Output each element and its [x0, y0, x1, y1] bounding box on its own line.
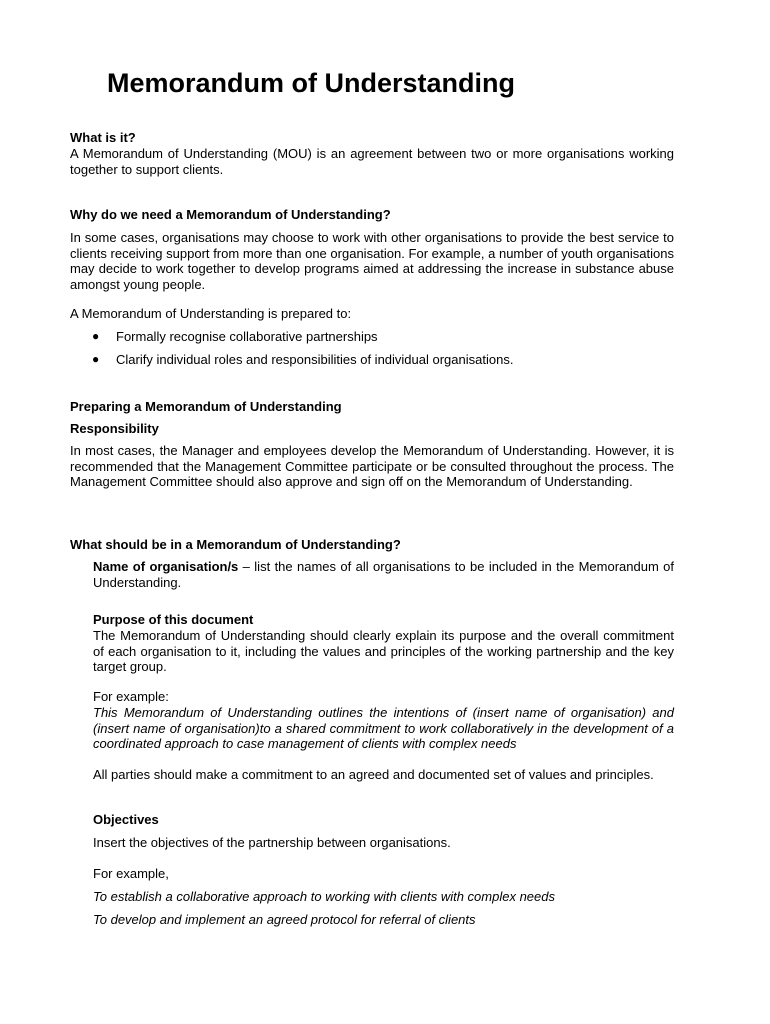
what-is-it-paragraph: A Memorandum of Understanding (MOU) is an agreement between two or more organisations working together to support clients.	[70, 146, 674, 177]
objective-example: To develop and implement an agreed protocol for referral of clients	[93, 912, 476, 927]
bullet-text: Formally recognise collaborative partnerships	[116, 329, 378, 344]
for-example-label: For example:	[93, 689, 169, 704]
name-of-organisations-paragraph	[93, 559, 674, 590]
prepared-intro: A Memorandum of Understanding is prepared to:	[70, 306, 352, 321]
objectives-paragraph: Insert the objectives of the partnership between organisations.	[93, 835, 451, 850]
for-example-label: For example,	[93, 866, 169, 881]
section-heading-why-need: Why do we need a Memorandum of Understanding?	[70, 207, 391, 222]
name-of-organisations-label: Name of organisation/s	[93, 559, 239, 574]
objective-example: To establish a collaborative approach to working with clients with complex needs	[93, 889, 555, 904]
section-heading-contents: What should be in a Memorandum of Understanding?	[70, 537, 401, 552]
subheading-objectives: Objectives	[93, 812, 159, 827]
bullet-icon: ●	[92, 352, 100, 366]
commitment-paragraph: All parties should make a commitment to an agreed and documented set of values and principles.	[93, 767, 654, 782]
subheading-responsibility: Responsibility	[70, 421, 159, 436]
section-heading-preparing: Preparing a Memorandum of Understanding	[70, 399, 342, 414]
section-heading-what-is-it: What is it?	[70, 130, 136, 145]
purpose-paragraph: The Memorandum of Understanding should clearly explain its purpose and the overall commitment of each organisation to it, including the values and principles of the working partnership and the key target group.	[93, 628, 674, 674]
document-title: Memorandum of Understanding	[107, 68, 516, 98]
subheading-purpose: Purpose of this document	[93, 612, 254, 627]
why-need-paragraph: In some cases, organisations may choose to work with other organisations to provide the best service to clients receiving support from more than one organisation. For example, a number of youth organisations may decide to work together to develop programs aimed at addressing the increase in substance abuse amongst young people.	[70, 230, 674, 292]
name-of-organisations-text: – list the names of all organisations to be included in the Memorandum of Understanding.	[93, 559, 675, 590]
example-paragraph: This Memorandum of Understanding outlines the intentions of (insert name of organisation) and (insert name of organisation)to a shared commitment to work collaboratively in the development of a coordinated approach to case management of clients with complex needs	[93, 705, 674, 751]
responsibility-paragraph: In most cases, the Manager and employees develop the Memorandum of Understanding. However, it is recommended that the Management Committee participate or be consulted throughout the process. The Management Committee should also approve and sign off on the Memorandum of Understanding.	[70, 443, 674, 489]
bullet-icon: ●	[92, 329, 100, 343]
bullet-text: Clarify individual roles and responsibilities of individual organisations.	[116, 352, 514, 367]
